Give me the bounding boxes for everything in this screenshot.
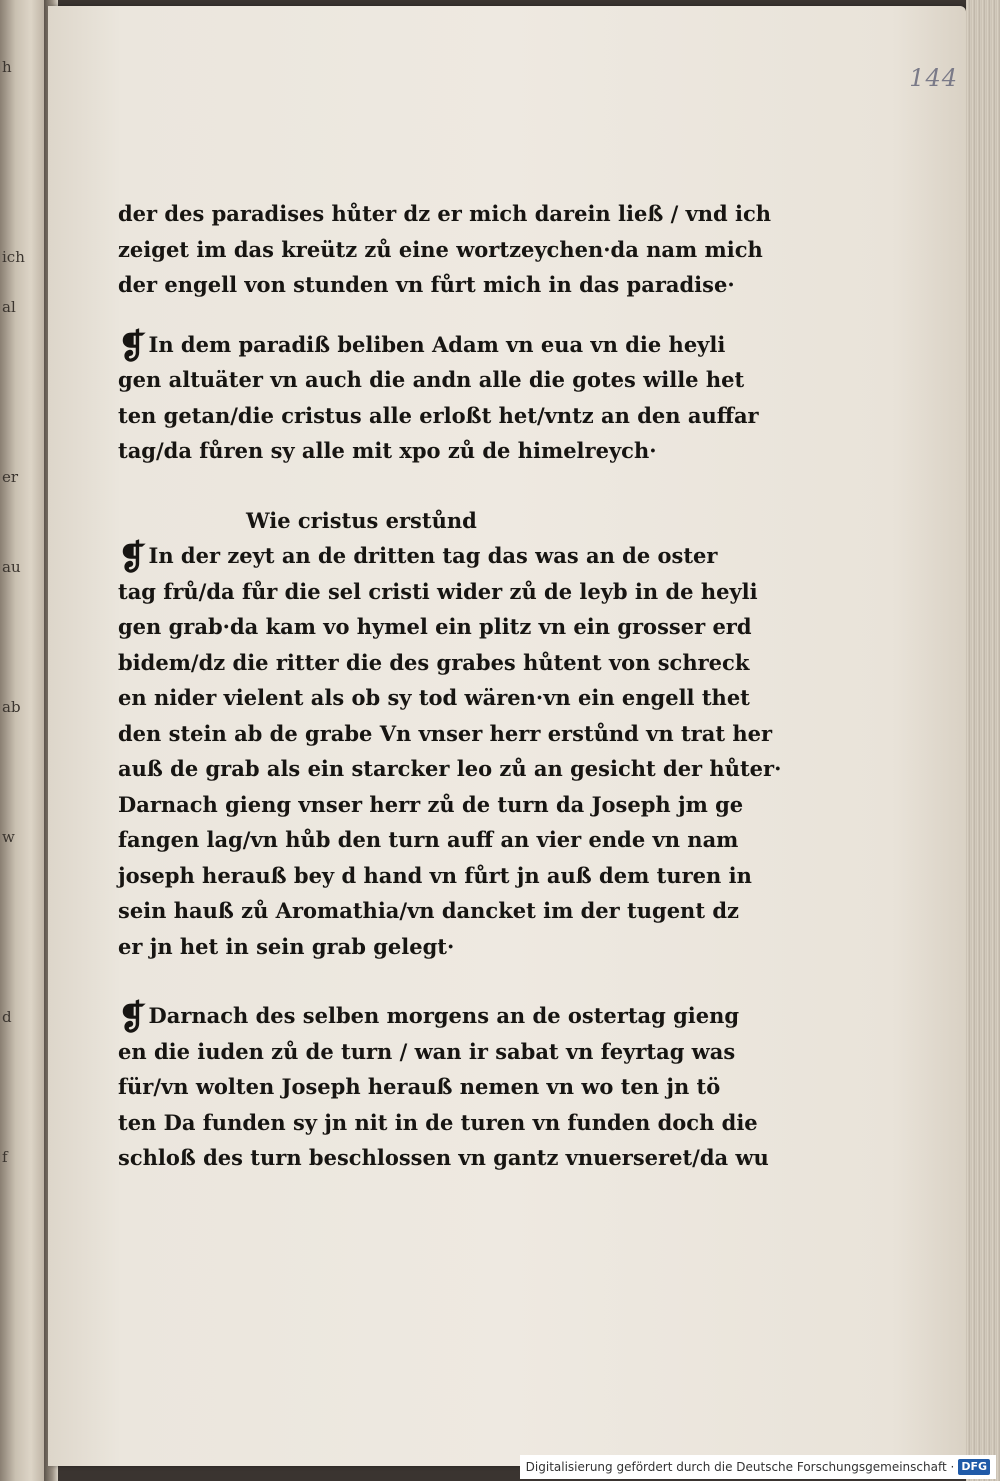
text-line: fangen lag/vn hůb den turn auff an vier ende vn nam bbox=[118, 827, 739, 852]
text-line: tag/da fůren sy alle mit xpo zů de himelreych· bbox=[118, 438, 657, 463]
digitization-credit bbox=[520, 1455, 996, 1479]
section-heading: Wie cristus erstůnd bbox=[246, 507, 477, 533]
text-line-content: In dem paradiß beliben Adam vn eua vn die heyli bbox=[148, 331, 726, 357]
text-line: bidem/dz die ritter die des grabes hůtent von schreck bbox=[118, 649, 750, 675]
paragraph-mark-icon: ❡ bbox=[118, 538, 147, 578]
text-line: joseph herauß bey d hand vn fůrt jn auß dem turen in bbox=[118, 862, 752, 888]
book-page bbox=[48, 6, 966, 1466]
text-line bbox=[118, 538, 738, 578]
text-line bbox=[118, 998, 740, 1038]
text-line: der engell von stunden vn fůrt mich in das paradise· bbox=[118, 272, 735, 297]
bleed-through-text: al bbox=[2, 298, 16, 316]
text-line bbox=[118, 326, 738, 367]
previous-page-edge bbox=[0, 0, 44, 1481]
text-line: ten getan/die cristus alle erloßt het/vntz an den auffar bbox=[118, 402, 759, 428]
paragraph-mark-icon: ❡ bbox=[118, 326, 147, 367]
paragraph-gap bbox=[118, 469, 738, 503]
text-line: der des paradises hůter dz er mich darein ließ / vnd ich bbox=[118, 201, 772, 226]
main-text-block bbox=[118, 196, 782, 1176]
paragraph-gap bbox=[118, 964, 738, 998]
text-line: zeiget im das kreütz zů eine wortzeychen·da nam mich bbox=[118, 236, 763, 262]
bleed-through-text: au bbox=[2, 558, 21, 576]
paragraph-gap bbox=[118, 303, 738, 327]
text-line: den stein ab de grabe Vn vnser herr erstůnd vn trat her bbox=[118, 720, 773, 746]
page-stack-edge bbox=[966, 0, 1000, 1481]
text-line-content: In der zeyt an de dritten tag das was an de oster bbox=[148, 543, 718, 568]
text-line: en die iuden zů de turn / wan ir sabat vn feyrtag was bbox=[118, 1038, 736, 1064]
text-line: Darnach gieng vnser herr zů de turn da Joseph jm ge bbox=[118, 791, 744, 817]
bleed-through-text: ab bbox=[2, 698, 21, 716]
bleed-through-text: w bbox=[2, 828, 15, 846]
credit-text: Digitalisierung gefördert durch die Deutsche Forschungsgemeinschaft · bbox=[525, 1460, 955, 1474]
text-line: tag frů/da fůr die sel cristi wider zů de leyb in de heyli bbox=[118, 578, 758, 604]
text-line: ten Da funden sy jn nit in de turen vn funden doch die bbox=[118, 1109, 758, 1135]
bleed-through-text: d bbox=[2, 1008, 12, 1026]
text-line: schloß des turn beschlossen vn gantz vnuerseret/da wu bbox=[118, 1145, 769, 1170]
text-line: gen altuäter vn auch die andn alle die gotes wille het bbox=[118, 367, 745, 392]
folio-number: 144 bbox=[909, 64, 958, 92]
dfg-logo-icon: DFG bbox=[958, 1459, 990, 1475]
bleed-through-text: h bbox=[2, 58, 12, 76]
text-line: sein hauß zů Aromathia/vn dancket im der tugent dz bbox=[118, 898, 739, 923]
text-line: für/vn wolten Joseph herauß nemen vn wo ten jn tö bbox=[118, 1074, 721, 1099]
text-line: en nider vielent als ob sy tod wären·vn ein engell thet bbox=[118, 685, 750, 710]
paragraph-mark-icon: ❡ bbox=[118, 998, 147, 1038]
bleed-through-text: er bbox=[2, 468, 19, 486]
text-line: er jn het in sein grab gelegt· bbox=[118, 933, 455, 959]
bleed-through-text: f bbox=[2, 1148, 8, 1166]
text-line-content: Darnach des selben morgens an de ostertag gieng bbox=[148, 1003, 740, 1028]
bleed-through-text: ich bbox=[2, 248, 25, 266]
text-line: auß de grab als ein starcker leo zů an gesicht der hůter· bbox=[118, 756, 782, 781]
text-line: gen grab·da kam vo hymel ein plitz vn ein grosser erd bbox=[118, 614, 752, 639]
